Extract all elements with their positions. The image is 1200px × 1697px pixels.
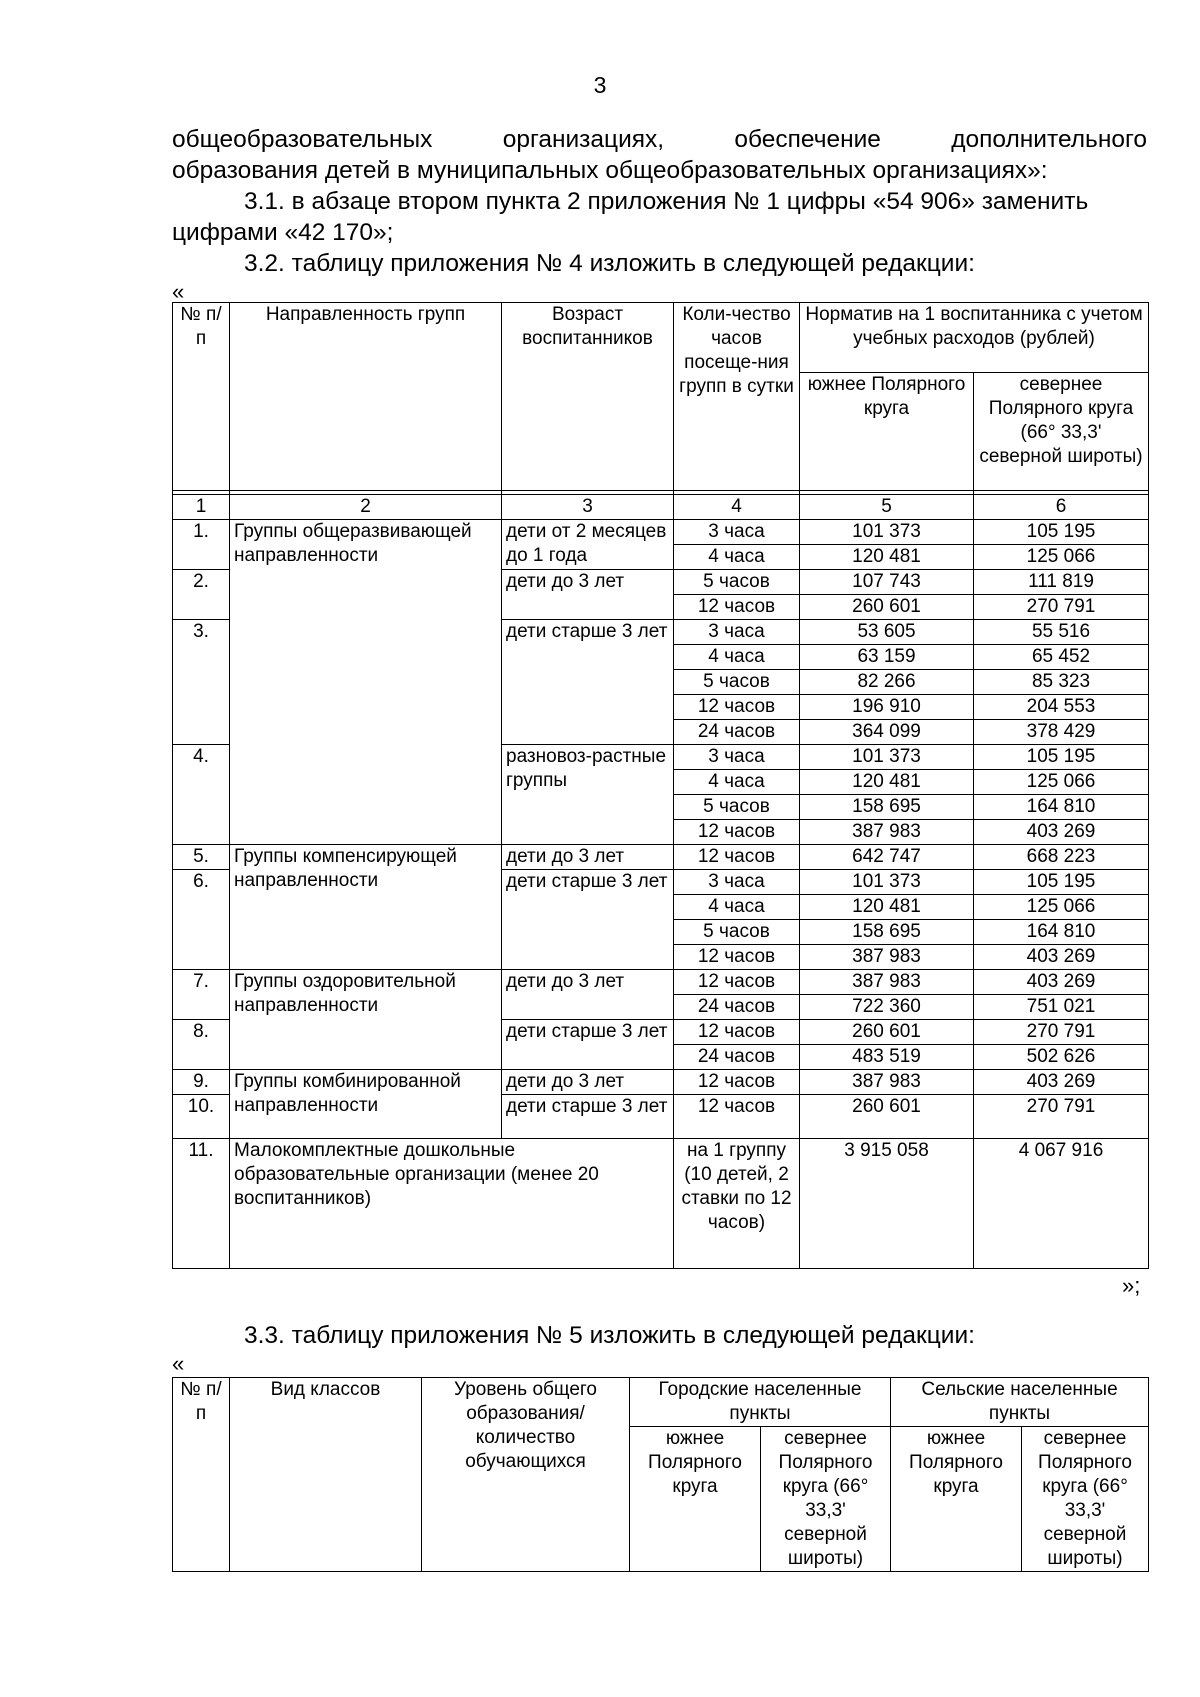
index-cell: 5	[800, 495, 974, 520]
group-direction: Малокомплектные дошкольные образовательные организации (менее 20 воспитанников)	[230, 1139, 674, 1269]
norm-south-cell: 722 360	[800, 995, 974, 1020]
row-number: 9.	[173, 1070, 230, 1095]
norm-south-cell: 387 983	[800, 820, 974, 845]
norm-north-cell: 4 067 916	[974, 1139, 1149, 1269]
hours-cell: 24 часов	[674, 720, 800, 745]
hours-cell: 5 часов	[674, 570, 800, 595]
pupil-age: дети до 3 лет	[502, 970, 674, 1020]
norm-north-cell: 403 269	[974, 1070, 1149, 1095]
pupil-age: дети старше 3 лет	[502, 620, 674, 745]
norm-north-cell: 85 323	[974, 670, 1149, 695]
norm-south-cell: 642 747	[800, 845, 974, 870]
norm-north-cell: 403 269	[974, 945, 1149, 970]
group-direction: Группы общеразвивающей направленности	[230, 520, 502, 845]
table-row	[173, 520, 1149, 545]
hours-cell: 24 часов	[674, 1045, 800, 1070]
norm-north-cell: 125 066	[974, 770, 1149, 795]
hours-cell: 4 часа	[674, 645, 800, 670]
intro-line-1: общеобразовательных организациях, обеспечение дополнительного	[172, 126, 1147, 153]
norm-south-cell: 107 743	[800, 570, 974, 595]
norm-south-cell: 196 910	[800, 695, 974, 720]
norm-south-cell: 120 481	[800, 895, 974, 920]
norm-north-cell: 105 195	[974, 745, 1149, 770]
norm-south-cell: 158 695	[800, 920, 974, 945]
pupil-age: дети старше 3 лет	[502, 1095, 674, 1139]
table-appendix-5	[172, 1377, 1149, 1572]
t5-header-level: Уровень общего образования/ количество обучающихся	[422, 1378, 630, 1572]
header-hours: Коли-чество часов посеще-ния групп в сутки	[674, 303, 800, 491]
hours-cell: 12 часов	[674, 595, 800, 620]
t5-header-rural-south: южнее Полярного круга	[891, 1427, 1022, 1572]
hours-cell: на 1 группу (10 детей, 2 ставки по 12 часов)	[674, 1139, 800, 1269]
quote-open-2: «	[172, 1351, 185, 1376]
hours-cell: 24 часов	[674, 995, 800, 1020]
t5-header-rural: Сельские населенные пункты	[891, 1378, 1149, 1427]
hours-cell: 12 часов	[674, 845, 800, 870]
hours-cell: 12 часов	[674, 695, 800, 720]
norm-south-cell: 3 915 058	[800, 1139, 974, 1269]
hours-cell: 3 часа	[674, 870, 800, 895]
norm-south-cell: 120 481	[800, 770, 974, 795]
paragraph-3-1: 3.1. в абзаце втором пункта 2 приложения № 1 цифры «54 906» заменить цифрами «42 170»;	[172, 188, 1089, 246]
norm-south-cell: 387 983	[800, 970, 974, 995]
t5-header-rural-north: севернее Полярного круга (66° 33,3' северной широты)	[1022, 1427, 1149, 1572]
hours-cell: 3 часа	[674, 745, 800, 770]
group-direction: Группы комбинированной направленности	[230, 1070, 502, 1139]
hours-cell: 3 часа	[674, 520, 800, 545]
paragraph-3-2: 3.2. таблицу приложения № 4 изложить в следующей редакции:	[244, 250, 975, 277]
norm-north-cell: 111 819	[974, 570, 1149, 595]
norm-south-cell: 158 695	[800, 795, 974, 820]
norm-south-cell: 101 373	[800, 520, 974, 545]
norm-south-cell: 53 605	[800, 620, 974, 645]
norm-north-cell: 105 195	[974, 870, 1149, 895]
norm-north-cell: 270 791	[974, 1095, 1149, 1139]
norm-north-cell: 751 021	[974, 995, 1149, 1020]
hours-cell: 12 часов	[674, 970, 800, 995]
t5-header-urban: Городские населенные пункты	[630, 1378, 891, 1427]
hours-cell: 12 часов	[674, 820, 800, 845]
hours-cell: 4 часа	[674, 895, 800, 920]
norm-south-cell: 483 519	[800, 1045, 974, 1070]
index-cell: 1	[173, 495, 230, 520]
norm-south-cell: 63 159	[800, 645, 974, 670]
table-row	[173, 970, 1149, 995]
t5-header-num: № п/п	[173, 1378, 230, 1572]
norm-north-cell: 403 269	[974, 820, 1149, 845]
hours-cell: 3 часа	[674, 620, 800, 645]
header-age: Возраст воспитанников	[502, 303, 674, 491]
row-number: 5.	[173, 845, 230, 870]
quote-close: »;	[1122, 1273, 1141, 1298]
header-num: № п/п	[173, 303, 230, 491]
hours-cell: 12 часов	[674, 1020, 800, 1045]
hours-cell: 12 часов	[674, 1070, 800, 1095]
table-appendix-4	[172, 302, 1149, 1269]
quote-open: «	[172, 279, 185, 304]
norm-north-cell: 403 269	[974, 970, 1149, 995]
header-norm: Норматив на 1 воспитанника с учетом учебных расходов (рублей)	[800, 303, 1149, 373]
row-number: 7.	[173, 970, 230, 1020]
norm-south-cell: 101 373	[800, 745, 974, 770]
index-cell: 6	[974, 495, 1149, 520]
norm-north-cell: 502 626	[974, 1045, 1149, 1070]
table-row	[173, 1070, 1149, 1095]
hours-cell: 12 часов	[674, 945, 800, 970]
norm-south-cell: 260 601	[800, 595, 974, 620]
header-direction: Направленность групп	[230, 303, 502, 491]
norm-south-cell: 101 373	[800, 870, 974, 895]
hours-cell: 5 часов	[674, 795, 800, 820]
row-number: 3.	[173, 620, 230, 745]
pupil-age: дети старше 3 лет	[502, 1020, 674, 1070]
norm-south-cell: 82 266	[800, 670, 974, 695]
hours-cell: 12 часов	[674, 1095, 800, 1139]
index-row	[173, 495, 1149, 520]
norm-north-cell: 270 791	[974, 595, 1149, 620]
norm-north-cell: 270 791	[974, 1020, 1149, 1045]
norm-north-cell: 668 223	[974, 845, 1149, 870]
group-direction: Группы оздоровительной направленности	[230, 970, 502, 1070]
norm-north-cell: 125 066	[974, 545, 1149, 570]
row-number: 1.	[173, 520, 230, 570]
header-north: севернее Полярного круга (66° 33,3' северной широты)	[974, 373, 1149, 491]
row-number: 4.	[173, 745, 230, 845]
norm-north-cell: 105 195	[974, 520, 1149, 545]
row-number: 6.	[173, 870, 230, 970]
norm-north-cell: 65 452	[974, 645, 1149, 670]
index-cell: 3	[502, 495, 674, 520]
index-cell: 2	[230, 495, 502, 520]
norm-north-cell: 164 810	[974, 795, 1149, 820]
table-row	[173, 845, 1149, 870]
norm-south-cell: 387 983	[800, 1070, 974, 1095]
norm-north-cell: 55 516	[974, 620, 1149, 645]
norm-south-cell: 120 481	[800, 545, 974, 570]
paragraph-3-3: 3.3. таблицу приложения № 5 изложить в следующей редакции:	[244, 1322, 975, 1349]
row-number: 2.	[173, 570, 230, 620]
norm-north-cell: 125 066	[974, 895, 1149, 920]
table-row	[173, 1139, 1149, 1269]
hours-cell: 5 часов	[674, 670, 800, 695]
page-number: 3	[593, 72, 607, 98]
norm-south-cell: 260 601	[800, 1095, 974, 1139]
pupil-age: дети старше 3 лет	[502, 870, 674, 970]
row-number: 10.	[173, 1095, 230, 1139]
intro-line-2: образования детей в муниципальных общеобразовательных организациях»:	[172, 157, 1048, 184]
index-cell: 4	[674, 495, 800, 520]
hours-cell: 4 часа	[674, 545, 800, 570]
norm-south-cell: 260 601	[800, 1020, 974, 1045]
group-direction: Группы компенсирующей направленности	[230, 845, 502, 970]
header-south: южнее Полярного круга	[800, 373, 974, 491]
pupil-age: разновоз-растные группы	[502, 745, 674, 845]
t5-header-urban-north: севернее Полярного круга (66° 33,3' северной широты)	[761, 1427, 891, 1572]
norm-north-cell: 164 810	[974, 920, 1149, 945]
t5-header-kind: Вид классов	[230, 1378, 422, 1572]
row-number: 8.	[173, 1020, 230, 1070]
pupil-age: дети от 2 месяцев до 1 года	[502, 520, 674, 570]
pupil-age: дети до 3 лет	[502, 1070, 674, 1095]
t5-header-urban-south: южнее Полярного круга	[630, 1427, 761, 1572]
pupil-age: дети до 3 лет	[502, 845, 674, 870]
norm-south-cell: 387 983	[800, 945, 974, 970]
norm-north-cell: 204 553	[974, 695, 1149, 720]
norm-north-cell: 378 429	[974, 720, 1149, 745]
pupil-age: дети до 3 лет	[502, 570, 674, 620]
hours-cell: 4 часа	[674, 770, 800, 795]
hours-cell: 5 часов	[674, 920, 800, 945]
norm-south-cell: 364 099	[800, 720, 974, 745]
row-number: 11.	[173, 1139, 230, 1269]
